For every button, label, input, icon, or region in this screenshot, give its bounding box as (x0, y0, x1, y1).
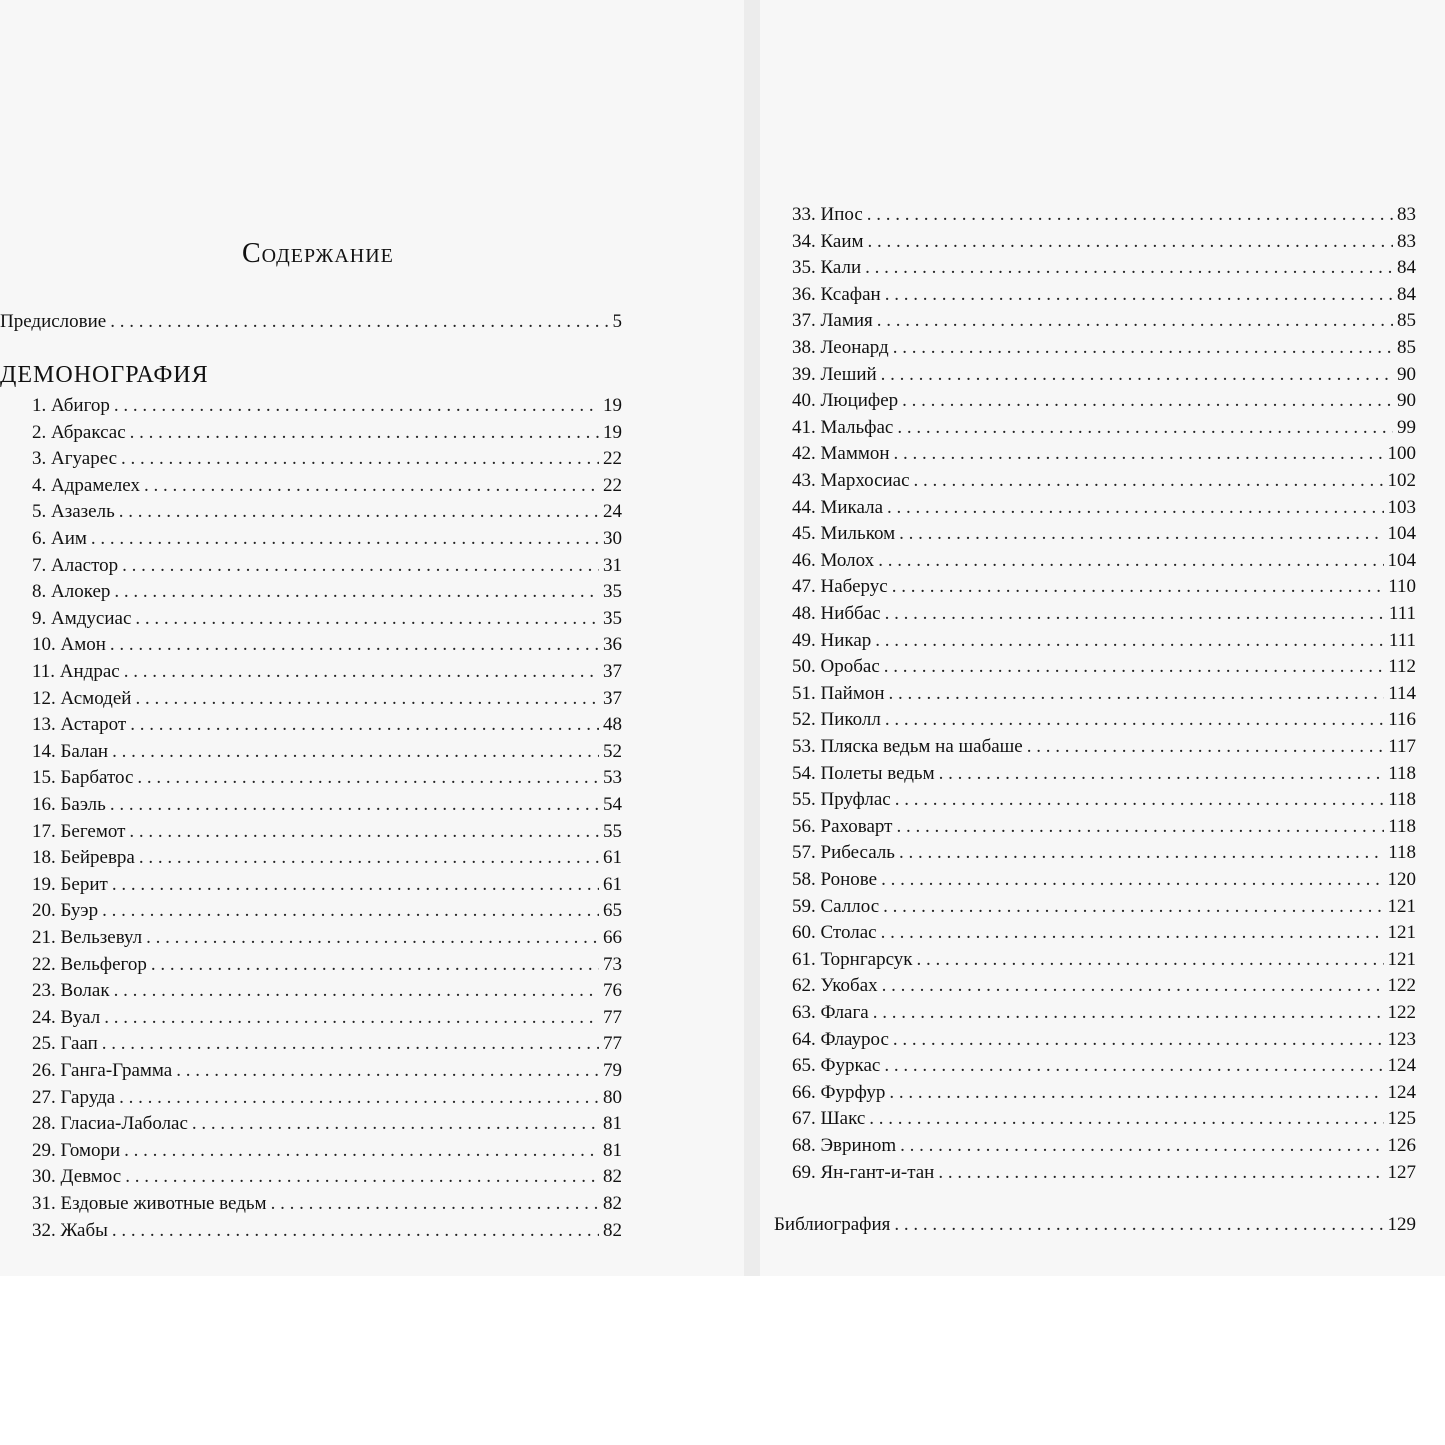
toc-label: 62. Укобах (792, 975, 878, 997)
toc-page: 121 (1387, 895, 1416, 917)
dot-leader (104, 1006, 599, 1030)
toc-page: 111 (1388, 629, 1416, 651)
toc-label: 27. Гаруда (32, 1086, 116, 1108)
toc-row (32, 554, 622, 578)
toc-label: 58. Ронове (792, 869, 878, 890)
toc-page: 37 (603, 687, 622, 709)
toc-page: 5 (612, 311, 622, 332)
toc-row (32, 500, 622, 524)
toc-label: 64. Флаурос (792, 1028, 889, 1050)
toc-row (792, 655, 1416, 679)
dot-leader (110, 310, 608, 334)
toc-row (792, 895, 1416, 919)
dot-leader (885, 283, 1393, 307)
dot-leader (151, 953, 599, 977)
dot-leader (885, 602, 1385, 626)
toc-row (32, 1006, 622, 1030)
toc-label: 13. Астарот (32, 714, 127, 736)
toc-row (32, 766, 622, 790)
toc-label: 21. Вельзевул (32, 927, 143, 948)
toc-page: 116 (1388, 709, 1416, 731)
toc-label: 4. Адрамелех (32, 474, 140, 496)
dot-leader (893, 1028, 1384, 1052)
toc-row (792, 389, 1416, 413)
toc-page: 66 (603, 927, 622, 948)
dot-leader (192, 1112, 599, 1136)
dot-leader (900, 1134, 1383, 1158)
toc-row (792, 1001, 1416, 1025)
toc-label: 22. Вельфегор (32, 953, 147, 975)
toc-page: 118 (1388, 762, 1416, 784)
dot-leader (102, 1032, 599, 1056)
dot-leader (112, 740, 599, 764)
toc-page: 54 (603, 794, 622, 815)
toc-row (792, 363, 1416, 387)
toc-page: 125 (1387, 1108, 1416, 1130)
toc-row (32, 1219, 622, 1243)
toc-page: 76 (603, 980, 622, 1002)
dot-leader (868, 230, 1393, 254)
toc-page: 77 (603, 1033, 622, 1055)
dot-leader (939, 762, 1385, 786)
dot-leader (881, 921, 1384, 945)
toc-label: 10. Амон (32, 634, 106, 656)
dot-leader (883, 895, 1383, 919)
toc-row (792, 469, 1416, 493)
dot-leader (894, 442, 1384, 466)
toc-label: 7. Аластор (32, 554, 119, 576)
toc-row (792, 868, 1416, 892)
dot-leader (882, 974, 1384, 998)
toc-label: 5. Азазель (32, 501, 115, 523)
toc-row (792, 442, 1416, 466)
toc-label: 47. Наберус (792, 576, 888, 598)
toc-label: 25. Гаап (32, 1033, 98, 1055)
toc-page: 122 (1387, 975, 1416, 997)
dot-leader (889, 1081, 1383, 1105)
toc-label: 35. Кали (792, 257, 862, 279)
toc-page: 124 (1387, 1055, 1416, 1077)
dot-leader (91, 527, 599, 551)
toc-label: 56. Раховарт (792, 815, 893, 837)
toc-row (32, 979, 622, 1003)
toc-page: 83 (1397, 204, 1416, 225)
dot-leader (893, 336, 1393, 360)
toc-row-bibliography (774, 1213, 1416, 1237)
toc-label: 19. Берит (32, 873, 108, 895)
toc-row (792, 708, 1416, 732)
toc-page: 22 (603, 474, 622, 496)
toc-label: 3. Агуарес (32, 448, 118, 470)
toc-page: 61 (603, 847, 622, 869)
toc-row (32, 873, 622, 897)
toc-label: 49. Никар (792, 629, 872, 651)
toc-label: 67. Шакс (792, 1108, 866, 1130)
toc-page: 118 (1388, 842, 1416, 864)
toc-row-preface (0, 310, 622, 334)
toc-page: 79 (603, 1060, 622, 1081)
toc-page: 35 (603, 581, 622, 603)
toc-label: 68. Эвриноm (792, 1135, 897, 1156)
toc-page: 81 (603, 1113, 622, 1135)
toc-row (792, 256, 1416, 280)
toc-label: 20. Буэр (32, 900, 99, 922)
book-gutter (744, 0, 760, 1276)
toc-page: 53 (603, 767, 622, 789)
toc-row (792, 1161, 1416, 1185)
toc-page: 117 (1388, 736, 1416, 757)
dot-leader (881, 363, 1393, 387)
toc-page: 61 (603, 873, 622, 895)
dot-leader (895, 788, 1385, 812)
toc-row (792, 735, 1416, 759)
toc-row (792, 416, 1416, 440)
toc-label: 38. Леонард (792, 337, 889, 358)
toc-page: 102 (1387, 470, 1416, 491)
toc-page: 123 (1387, 1028, 1416, 1050)
toc-label: 69. Ян-гант-и-тан (792, 1161, 935, 1183)
toc-label: 14. Балан (32, 740, 109, 762)
toc-label: 55. Пруфлас (792, 789, 891, 811)
toc-row (32, 899, 622, 923)
toc-label: 52. Пиколл (792, 709, 881, 731)
toc-label: 9. Амдусиас (32, 607, 132, 629)
toc-row (792, 1028, 1416, 1052)
toc-row (792, 921, 1416, 945)
toc-page: 82 (603, 1166, 622, 1188)
dot-leader (114, 580, 599, 604)
toc-row (32, 1059, 622, 1083)
page-title: Содержание (242, 238, 394, 269)
toc-label: 60. Столас (792, 922, 877, 944)
dot-leader (899, 522, 1383, 546)
dot-leader (899, 841, 1384, 865)
dot-leader (129, 820, 599, 844)
toc-label: 18. Бейреврa (32, 847, 135, 869)
toc-row (32, 1139, 622, 1163)
toc-row (32, 926, 622, 950)
toc-label: 32. Жабы (32, 1219, 108, 1241)
toc-row (792, 336, 1416, 360)
toc-page: 65 (603, 900, 622, 922)
toc-label: 11. Андрас (32, 661, 120, 682)
dot-leader (139, 846, 599, 870)
toc-label: 29. Гомори (32, 1139, 121, 1161)
dot-leader (917, 948, 1384, 972)
toc-row (792, 549, 1416, 573)
toc-label: 2. Абраксас (32, 421, 126, 443)
toc-page: 104 (1387, 523, 1416, 545)
toc-page: 110 (1388, 576, 1416, 598)
dot-leader (1027, 735, 1384, 759)
toc-page: 48 (603, 714, 622, 736)
toc-label: 65. Фуркас (792, 1055, 881, 1077)
toc-page: 121 (1387, 948, 1416, 970)
toc-page: 82 (603, 1193, 622, 1214)
toc-row (792, 788, 1416, 812)
toc-label: 48. Ниббас (792, 603, 881, 624)
dot-leader (130, 421, 599, 445)
dot-leader (112, 873, 599, 897)
toc-page: 84 (1397, 257, 1416, 279)
toc-label: 17. Бегемот (32, 820, 126, 842)
toc-label: 44. Микала (792, 496, 884, 518)
dot-leader (271, 1192, 599, 1216)
toc-page: 85 (1397, 337, 1416, 358)
dot-leader (176, 1059, 599, 1083)
dot-leader (114, 979, 599, 1003)
toc-row (792, 230, 1416, 254)
dot-leader (125, 1165, 599, 1189)
toc-page: 99 (1397, 416, 1416, 438)
toc-label: 43. Мархосиас (792, 470, 910, 491)
toc-page: 90 (1397, 363, 1416, 385)
dot-leader (135, 687, 599, 711)
toc-row (792, 203, 1416, 227)
toc-label: 54. Полеты ведьм (792, 762, 935, 784)
toc-page: 22 (603, 448, 622, 470)
toc-label: 31. Ездовые животные ведьм (32, 1193, 267, 1214)
left-page (0, 0, 744, 1276)
toc-page: 52 (603, 740, 622, 762)
toc-page: 55 (603, 820, 622, 842)
toc-label: 16. Баэль (32, 794, 106, 815)
toc-page: 122 (1387, 1002, 1416, 1023)
toc-label: 59. Саллос (792, 895, 880, 917)
toc-label: 53. Пляска ведьм на шабаше (792, 736, 1023, 757)
toc-row (32, 421, 622, 445)
toc-page: 19 (603, 421, 622, 443)
toc-row (792, 815, 1416, 839)
toc-label: 28. Гласиа-Лаболас (32, 1113, 188, 1135)
toc-row (32, 580, 622, 604)
toc-label: 26. Ганга-Грамма (32, 1060, 173, 1081)
toc-page: 112 (1388, 656, 1416, 678)
toc-row (792, 1107, 1416, 1131)
toc-page: 127 (1387, 1161, 1416, 1183)
toc-page: 85 (1397, 310, 1416, 332)
toc-row (32, 1032, 622, 1056)
toc-row (32, 1165, 622, 1189)
toc-page: 104 (1387, 549, 1416, 571)
toc-page: 111 (1388, 603, 1416, 624)
toc-row (792, 496, 1416, 520)
toc-label: 39. Леший (792, 363, 877, 385)
dot-leader (119, 500, 599, 524)
toc-row (32, 527, 622, 551)
dot-leader (881, 868, 1383, 892)
toc-row (32, 820, 622, 844)
toc-label: 40. Люцифер (792, 390, 899, 412)
dot-leader (146, 926, 599, 950)
toc-row (32, 660, 622, 684)
toc-row (792, 974, 1416, 998)
toc-label: 61. Торнгарсук (792, 948, 913, 970)
dot-leader (114, 394, 599, 418)
toc-page: 35 (603, 607, 622, 629)
toc-row (792, 522, 1416, 546)
toc-page: 82 (603, 1219, 622, 1241)
toc-page: 36 (603, 634, 622, 656)
toc-label: 46. Молох (792, 549, 875, 571)
dot-leader (873, 1001, 1384, 1025)
toc-label: 45. Мильком (792, 523, 896, 545)
toc-row (792, 309, 1416, 333)
toc-page: 19 (603, 395, 622, 416)
toc-page: 126 (1387, 1135, 1416, 1156)
toc-row (32, 713, 622, 737)
toc-row (792, 1081, 1416, 1105)
toc-label: 15. Барбатос (32, 767, 134, 789)
toc-row (32, 1192, 622, 1216)
toc-row (32, 474, 622, 498)
toc-row (32, 846, 622, 870)
toc-label: 42. Маммон (792, 443, 890, 465)
toc-label: Предисловие (0, 311, 107, 332)
toc-row (32, 740, 622, 764)
toc-row (792, 762, 1416, 786)
toc-page: 121 (1387, 922, 1416, 944)
dot-leader (137, 766, 599, 790)
toc-page: 81 (603, 1139, 622, 1161)
dot-leader (110, 633, 599, 657)
toc-label: 30. Девмос (32, 1166, 122, 1188)
dot-leader (865, 256, 1393, 280)
toc-label: 63. Флага (792, 1002, 869, 1023)
dot-leader (892, 575, 1385, 599)
toc-page: 114 (1388, 682, 1416, 704)
dot-leader (896, 815, 1384, 839)
toc-row (792, 1134, 1416, 1158)
right-page (760, 0, 1445, 1276)
toc-page: 77 (603, 1006, 622, 1028)
dot-leader (938, 1161, 1383, 1185)
dot-leader (887, 496, 1383, 520)
toc-row (792, 602, 1416, 626)
toc-row (32, 633, 622, 657)
toc-row (792, 283, 1416, 307)
toc-page: 83 (1397, 230, 1416, 252)
toc-row (32, 394, 622, 418)
toc-row (792, 629, 1416, 653)
toc-page: 103 (1387, 496, 1416, 518)
toc-row (792, 1054, 1416, 1078)
dot-leader (112, 1219, 599, 1243)
toc-label: Библиография (774, 1214, 891, 1235)
dot-leader (914, 469, 1384, 493)
toc-label: 50. Оробас (792, 656, 880, 678)
toc-page: 90 (1397, 390, 1416, 412)
toc-label: 6. Аим (32, 528, 87, 549)
toc-page: 129 (1387, 1214, 1416, 1235)
dot-leader (130, 713, 599, 737)
dot-leader (122, 554, 599, 578)
toc-label: 8. Алокер (32, 581, 111, 603)
toc-page: 80 (603, 1086, 622, 1108)
section-heading: ДЕМОНОГРАФИЯ (0, 362, 209, 388)
toc-page: 118 (1388, 789, 1416, 811)
toc-row (32, 953, 622, 977)
dot-leader (135, 607, 599, 631)
dot-leader (124, 1139, 599, 1163)
dot-leader (878, 549, 1383, 573)
dot-leader (144, 474, 599, 498)
toc-label: 41. Мальфас (792, 416, 894, 438)
toc-label: 37. Ламия (792, 310, 873, 332)
dot-leader (889, 682, 1385, 706)
toc-row (32, 793, 622, 817)
dot-leader (102, 899, 599, 923)
toc-row (792, 841, 1416, 865)
toc-label: 34. Каим (792, 230, 864, 252)
toc-page: 31 (603, 554, 622, 576)
toc-page: 84 (1397, 283, 1416, 305)
toc-label: 12. Асмодей (32, 687, 132, 709)
dot-leader (119, 1086, 599, 1110)
dot-leader (110, 793, 599, 817)
toc-label: 57. Рибесаль (792, 842, 895, 864)
dot-leader (884, 655, 1384, 679)
dot-leader (124, 660, 599, 684)
toc-row (32, 1086, 622, 1110)
toc-page: 30 (603, 528, 622, 549)
toc-page: 24 (603, 501, 622, 523)
dot-leader (897, 416, 1393, 440)
toc-page: 118 (1388, 815, 1416, 837)
dot-leader (869, 1107, 1383, 1131)
toc-row (792, 948, 1416, 972)
toc-page: 73 (603, 953, 622, 975)
toc-page: 124 (1387, 1081, 1416, 1103)
toc-row (792, 575, 1416, 599)
toc-row (32, 447, 622, 471)
toc-label: 51. Паймон (792, 682, 885, 704)
dot-leader (902, 389, 1393, 413)
toc-page: 37 (603, 661, 622, 682)
toc-label: 23. Волак (32, 980, 110, 1002)
toc-row (32, 607, 622, 631)
dot-leader (877, 309, 1393, 333)
toc-page: 100 (1387, 443, 1416, 465)
dot-leader (885, 708, 1384, 732)
toc-row (32, 1112, 622, 1136)
dot-leader (121, 447, 599, 471)
dot-leader (884, 1054, 1383, 1078)
toc-label: 1. Абигор (32, 395, 110, 416)
dot-leader (867, 203, 1393, 227)
dot-leader (875, 629, 1385, 653)
toc-label: 24. Вуал (32, 1006, 101, 1028)
dot-leader (894, 1213, 1383, 1237)
toc-page: 120 (1387, 869, 1416, 890)
toc-label: 66. Фурфур (792, 1081, 886, 1103)
toc-label: 33. Ипос (792, 204, 863, 225)
toc-label: 36. Ксафан (792, 283, 881, 305)
toc-row (32, 687, 622, 711)
toc-row (792, 682, 1416, 706)
